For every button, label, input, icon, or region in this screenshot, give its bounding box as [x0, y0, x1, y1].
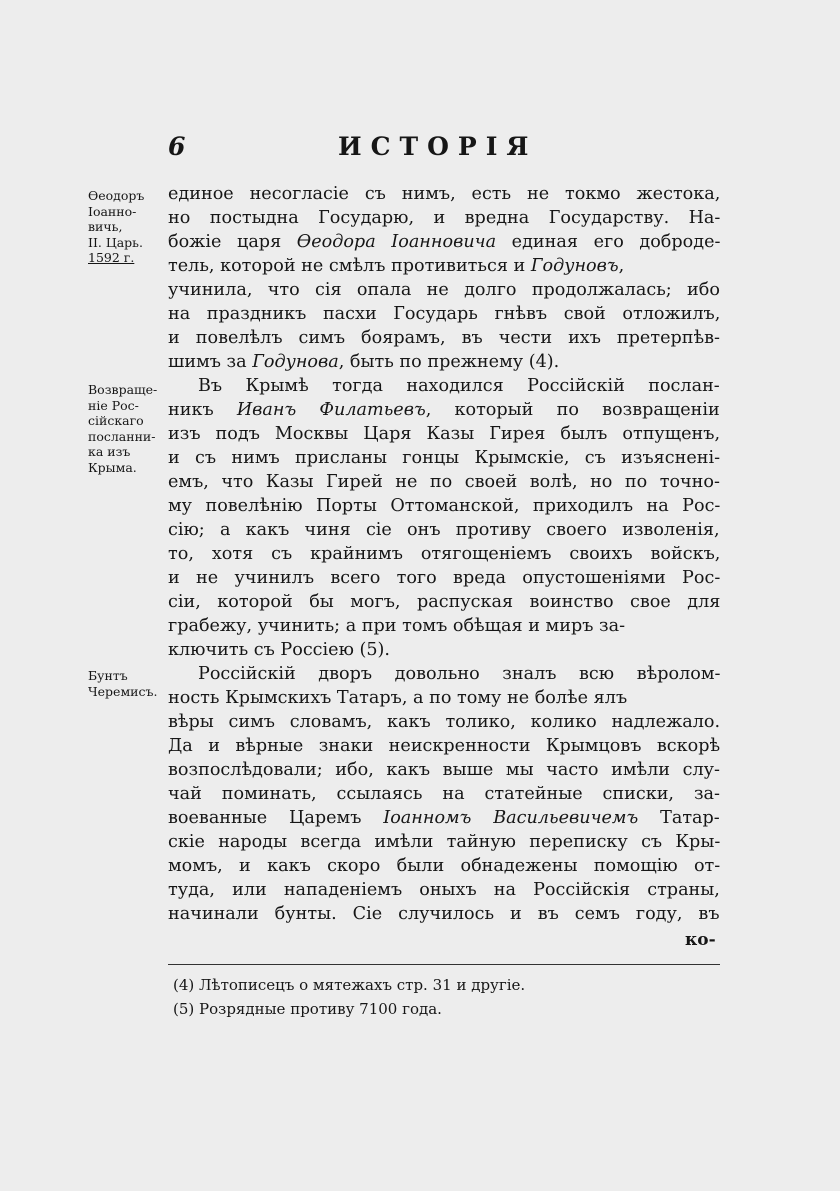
- text-line: начинали бунты. Сіе случилось и въ семъ году, въ: [168, 904, 720, 924]
- text-line: воеванные Царемъ Іоанномъ Васильевичемъ Татар-: [168, 808, 720, 828]
- text-line: и не учинилъ всего того вреда опустошеніями Рос-: [168, 568, 721, 588]
- italic-name: Іоанномъ Васильевичемъ: [383, 808, 639, 828]
- running-title: ИСТОРІЯ: [338, 132, 538, 161]
- margin-note-line: Крыма.: [88, 459, 137, 475]
- text-line: шимъ за Годунова, быть по прежнему (4).: [168, 352, 560, 372]
- margin-note-line: ніе Рос-: [88, 397, 139, 413]
- italic-name: Годунова: [252, 352, 339, 372]
- text-line: тель, которой не смѣлъ противиться и Годуновъ,: [168, 256, 625, 276]
- text-line: скіе народы всегда имѣли тайную переписку съ Кры-: [168, 832, 721, 852]
- paragraph-start: Въ Крымѣ тогда находился Россійскій послан-: [198, 376, 720, 396]
- text-line: учинила, что сія опала не долго продолжалась; ибо: [168, 280, 720, 300]
- text-line: грабежу, учинить; а при томъ обѣщая и миръ за-: [168, 616, 626, 636]
- text-line: и съ нимъ присланы гонцы Крымскіе, съ изъясненi-: [168, 448, 721, 468]
- margin-note-line: Іоанно-: [88, 203, 137, 219]
- text-line: ность Крымскихъ Татаръ, а по тому не болѣе ялъ: [168, 688, 628, 708]
- margin-note-cheremis-revolt: [88, 668, 157, 699]
- text-line: на праздникъ пасхи Государь гнѣвъ свой отложилъ,: [168, 304, 721, 324]
- text-line: возпослѣдовали; ибо, какъ выше мы часто имѣли слу-: [168, 760, 720, 780]
- margin-note-line: Бунтъ: [88, 668, 128, 683]
- margin-note-line: вичь,: [88, 219, 123, 234]
- margin-note-line: ка изъ: [88, 444, 131, 459]
- text-line: никъ Иванъ Филатьевъ, который по возвращеніи: [168, 400, 720, 420]
- margin-note-year: 1592 г.: [88, 250, 135, 265]
- italic-name: Иванъ Филатьевъ: [236, 400, 426, 420]
- margin-note-line: сійскаго: [88, 413, 144, 428]
- text-line: момъ, и какъ скоро были обнадежены помощію от-: [168, 856, 721, 876]
- margin-note-line: посланни-: [88, 428, 156, 444]
- text-line: то, хотя съ крайнимъ отягощеніемъ своихъ войскъ,: [168, 544, 721, 564]
- text-line: чай поминать, ссылаясь на статейные списки, за-: [168, 784, 720, 804]
- text-line: и повелѣлъ симъ боярамъ, въ чести ихъ претерпѣв-: [168, 328, 720, 348]
- italic-name: Ѳеодора Іоанновича: [296, 232, 497, 252]
- margin-note-return-envoy: [88, 382, 157, 475]
- text-line: но постыдна Государю, и вредна Государству. На-: [168, 208, 721, 228]
- margin-note-line: Черемисъ.: [88, 683, 158, 699]
- margin-note-theodore: [88, 188, 144, 266]
- footnote-4: (4) Лѣтописецъ о мятежахъ стр. 31 и другіе.: [173, 976, 526, 994]
- text-line: му повелѣнію Порты Оттоманской, приходилъ на Рос-: [168, 496, 721, 516]
- text-line: вѣры симъ словамъ, какъ толико, колико надлежало.: [168, 712, 721, 732]
- page-number: 6: [168, 132, 186, 161]
- text-line: божіе царя Ѳеодора Іоанновича единая его доброде-: [168, 232, 721, 252]
- text-line: туда, или нападеніемъ оныхъ на Россійскія страны,: [168, 880, 720, 900]
- text-line: сію; а какъ чиня сіе онъ противу своего изволенія,: [168, 520, 720, 540]
- catchword: ко-: [685, 930, 716, 950]
- text-line: Да и вѣрные знаки неискренности Крымцовъ вскорѣ: [168, 736, 721, 756]
- italic-name: Годуновъ: [530, 256, 619, 276]
- text-line: единое несогласіе съ нимъ, есть не токмо жестока,: [168, 184, 721, 204]
- footnote-5: (5) Розрядные противу 7100 года.: [173, 1000, 442, 1018]
- text-line: изъ подъ Москвы Царя Казы Гирея былъ отпущенъ,: [168, 424, 721, 444]
- text-line: емъ, что Казы Гирей не по своей волѣ, но по точно-: [168, 472, 720, 492]
- paragraph-start: Россійскій дворъ довольно зналъ всю вѣролом-: [198, 664, 721, 684]
- margin-note-line: Ѳеодоръ: [88, 188, 145, 203]
- text-line: сіи, которой бы могъ, распуская воинство свое для: [168, 592, 721, 612]
- footnote-divider: [168, 964, 720, 965]
- text-line: ключить съ Россіею (5).: [168, 640, 390, 660]
- margin-note-line: II. Царь.: [88, 234, 143, 250]
- margin-note-line: Возвраще-: [88, 382, 158, 397]
